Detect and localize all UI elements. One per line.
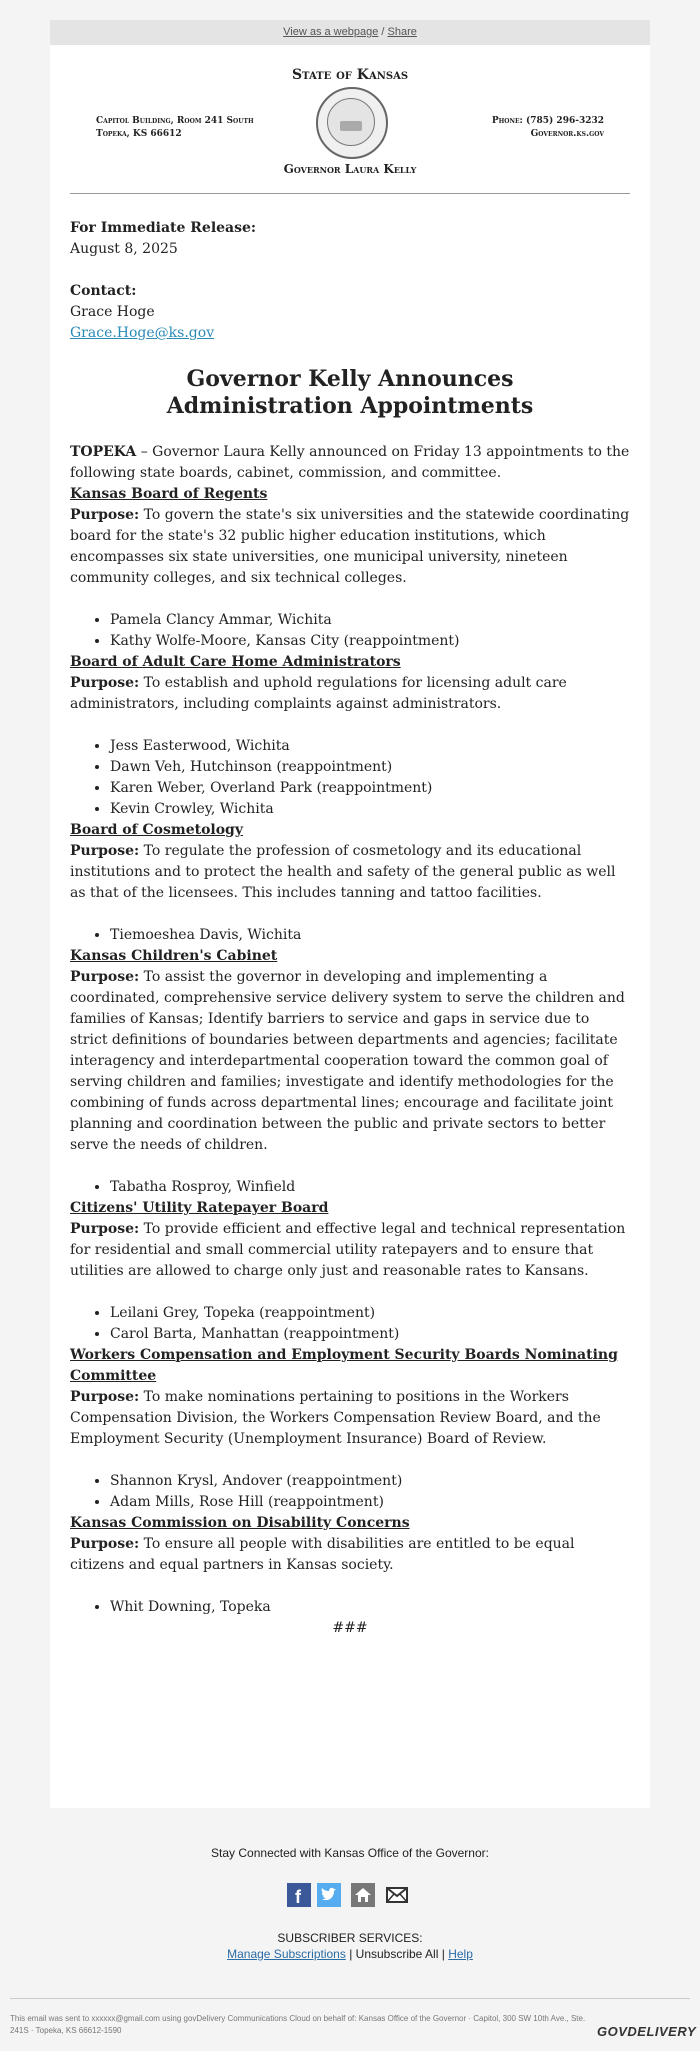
section-heading: Kansas Board of Regents bbox=[70, 486, 268, 502]
section-purpose: Purpose: To govern the state's six universities and the statewide coordinating board for the state's 32 public higher education institutions, which encompasses six state universities, one municipal university, nineteen community colleges, and six technical colleges. bbox=[70, 507, 630, 586]
office-address: Capitol Building, Room 241 South Topeka, KS 66612 bbox=[96, 116, 254, 139]
section-heading: Kansas Children's Cabinet bbox=[70, 948, 278, 964]
list-item: • Kevin Crowley, Wichita bbox=[110, 799, 630, 820]
subscriber-label: SUBSCRIBER SERVICES: bbox=[277, 1931, 423, 1945]
list-item: • Kathy Wolfe-Moore, Kansas City (reappointment) bbox=[110, 631, 630, 652]
share-link[interactable]: Share bbox=[387, 26, 417, 38]
press-release bbox=[70, 218, 630, 1639]
state-seal-icon bbox=[316, 87, 388, 159]
top-bar bbox=[50, 20, 650, 45]
home-icon[interactable] bbox=[351, 1883, 375, 1907]
subscriber-services: SUBSCRIBER SERVICES: Manage Subscriptions | Unsubscribe All | Help bbox=[0, 1930, 700, 1962]
appointee-list bbox=[70, 610, 630, 652]
list-item: • Tiemoeshea Davis, Wichita bbox=[110, 925, 630, 946]
list-item: • Jess Easterwood, Wichita bbox=[110, 736, 630, 757]
footer-divider bbox=[10, 1998, 690, 1999]
stay-connected-text: Stay Connected with Kansas Office of the Governor: bbox=[211, 1846, 489, 1860]
letterhead-divider bbox=[70, 193, 630, 194]
unsubscribe-all-link[interactable]: Unsubscribe All bbox=[355, 1947, 439, 1961]
twitter-icon[interactable] bbox=[317, 1883, 341, 1907]
svg-text:f: f bbox=[295, 1887, 301, 1907]
office-contact: Phone: (785) 296-3232 Governor.ks.gov bbox=[491, 116, 604, 139]
list-item: • Shannon Krysl, Andover (reappointment) bbox=[110, 1471, 630, 1492]
appointee-list bbox=[70, 736, 630, 820]
section-purpose: Purpose: To regulate the profession of cosmetology and its educational institutions and to protect the health and safety of the general public as well as that of the licensees. This includes tanning and tattoo facilities. bbox=[70, 843, 616, 901]
section-purpose: Purpose: To assist the governor in developing and implementing a coordinated, comprehensive service delivery system to serve the children and families of Kansas; Identify barriers to service and gaps in service due to strict definitions of boundaries between departments and agencies; facilitate interagency and interdepartmental cooperation toward the common goal of serving children and families; investigate and identify methodologies for the combining of funds across departmental lines; encourage and facilitate joint planning and coordination between the public and private sectors to better serve the needs of children. bbox=[70, 969, 625, 1153]
section-purpose: Purpose: To ensure all people with disabilities are entitled to be equal citizens and equal partners in Kansas society. bbox=[70, 1536, 575, 1573]
list-item: • Pamela Clancy Ammar, Wichita bbox=[110, 610, 630, 631]
appointee-list bbox=[70, 1177, 630, 1198]
section-heading: Kansas Commission on Disability Concerns bbox=[70, 1515, 410, 1531]
manage-subscriptions-link[interactable]: Manage Subscriptions bbox=[227, 1947, 346, 1961]
appointee-list bbox=[70, 1471, 630, 1513]
list-item: • Carol Barta, Manhattan (reappointment) bbox=[110, 1324, 630, 1345]
list-item: • Dawn Veh, Hutchinson (reappointment) bbox=[110, 757, 630, 778]
purpose-label: Purpose: bbox=[70, 675, 140, 691]
purpose-label: Purpose: bbox=[70, 1389, 140, 1405]
list-item: • Adam Mills, Rose Hill (reappointment) bbox=[110, 1492, 630, 1513]
contact-label: Contact: bbox=[70, 283, 137, 299]
purpose-label: Purpose: bbox=[70, 969, 140, 985]
contact-name: Grace Hoge bbox=[70, 304, 155, 320]
appointee-list bbox=[70, 1303, 630, 1345]
appointee-list bbox=[70, 1597, 630, 1618]
footer-fine-print: This email was sent to xxxxxx@gmail.com using govDelivery Communications Cloud on behalf of: Kansas Office of the Governor · Capitol, 300 SW 10th Ave., Ste. 241S · Topeka, KS 66612-1590 bbox=[10, 2014, 586, 2035]
page-title: Governor Kelly Announces Administration Appointments bbox=[166, 366, 534, 419]
view-as-webpage-link[interactable]: View as a webpage bbox=[283, 26, 379, 38]
section-purpose: Purpose: To provide efficient and effective legal and technical representation for residential and small commercial utility ratepayers and to ensure that utilities are allowed to charge only just and reasonable rates to Kansans. bbox=[70, 1221, 626, 1279]
intro-paragraph: TOPEKA – Governor Laura Kelly announced on Friday 13 appointments to the following state boards, cabinet, commission, and committee. bbox=[70, 444, 630, 481]
govdelivery-logo: GOVDELIVERY bbox=[597, 2024, 697, 2039]
purpose-label: Purpose: bbox=[70, 1221, 140, 1237]
section-heading: Board of Cosmetology bbox=[70, 822, 243, 838]
purpose-label: Purpose: bbox=[70, 843, 140, 859]
section-heading: Workers Compensation and Employment Security Boards Nominating Committee bbox=[70, 1347, 618, 1384]
section-heading: Citizens' Utility Ratepayer Board bbox=[70, 1200, 329, 1216]
release-label: For Immediate Release: bbox=[70, 220, 257, 236]
appointment-sections bbox=[70, 484, 630, 1618]
help-link[interactable]: Help bbox=[448, 1947, 473, 1961]
purpose-label: Purpose: bbox=[70, 507, 140, 523]
release-date: August 8, 2025 bbox=[70, 241, 178, 257]
state-title: State of Kansas bbox=[291, 67, 409, 83]
list-item: • Karen Weber, Overland Park (reappointment) bbox=[110, 778, 630, 799]
email-icon[interactable] bbox=[385, 1883, 409, 1907]
governor-name: Governor Laura Kelly bbox=[283, 162, 417, 176]
facebook-icon[interactable] bbox=[287, 1883, 311, 1907]
email-body bbox=[50, 45, 650, 1808]
section-purpose: Purpose: To establish and uphold regulations for licensing adult care administrators, including complaints against administrators. bbox=[70, 675, 567, 712]
list-item: • Tabatha Rosproy, Winfield bbox=[110, 1177, 630, 1198]
contact-email-link[interactable]: Grace.Hoge@ks.gov bbox=[70, 325, 215, 341]
topbar-separator: / bbox=[381, 26, 385, 38]
list-item: • Leilani Grey, Topeka (reappointment) bbox=[110, 1303, 630, 1324]
section-purpose: Purpose: To make nominations pertaining to positions in the Workers Compensation Division, the Workers Compensation Review Board, and the Employment Security (Unemployment Insurance) Board of Review. bbox=[70, 1389, 601, 1447]
purpose-label: Purpose: bbox=[70, 1536, 140, 1552]
list-item: • Whit Downing, Topeka bbox=[110, 1597, 630, 1618]
end-mark: ### bbox=[332, 1620, 368, 1636]
appointee-list bbox=[70, 925, 630, 946]
letterhead bbox=[50, 45, 650, 200]
section-heading: Board of Adult Care Home Administrators bbox=[70, 654, 401, 670]
